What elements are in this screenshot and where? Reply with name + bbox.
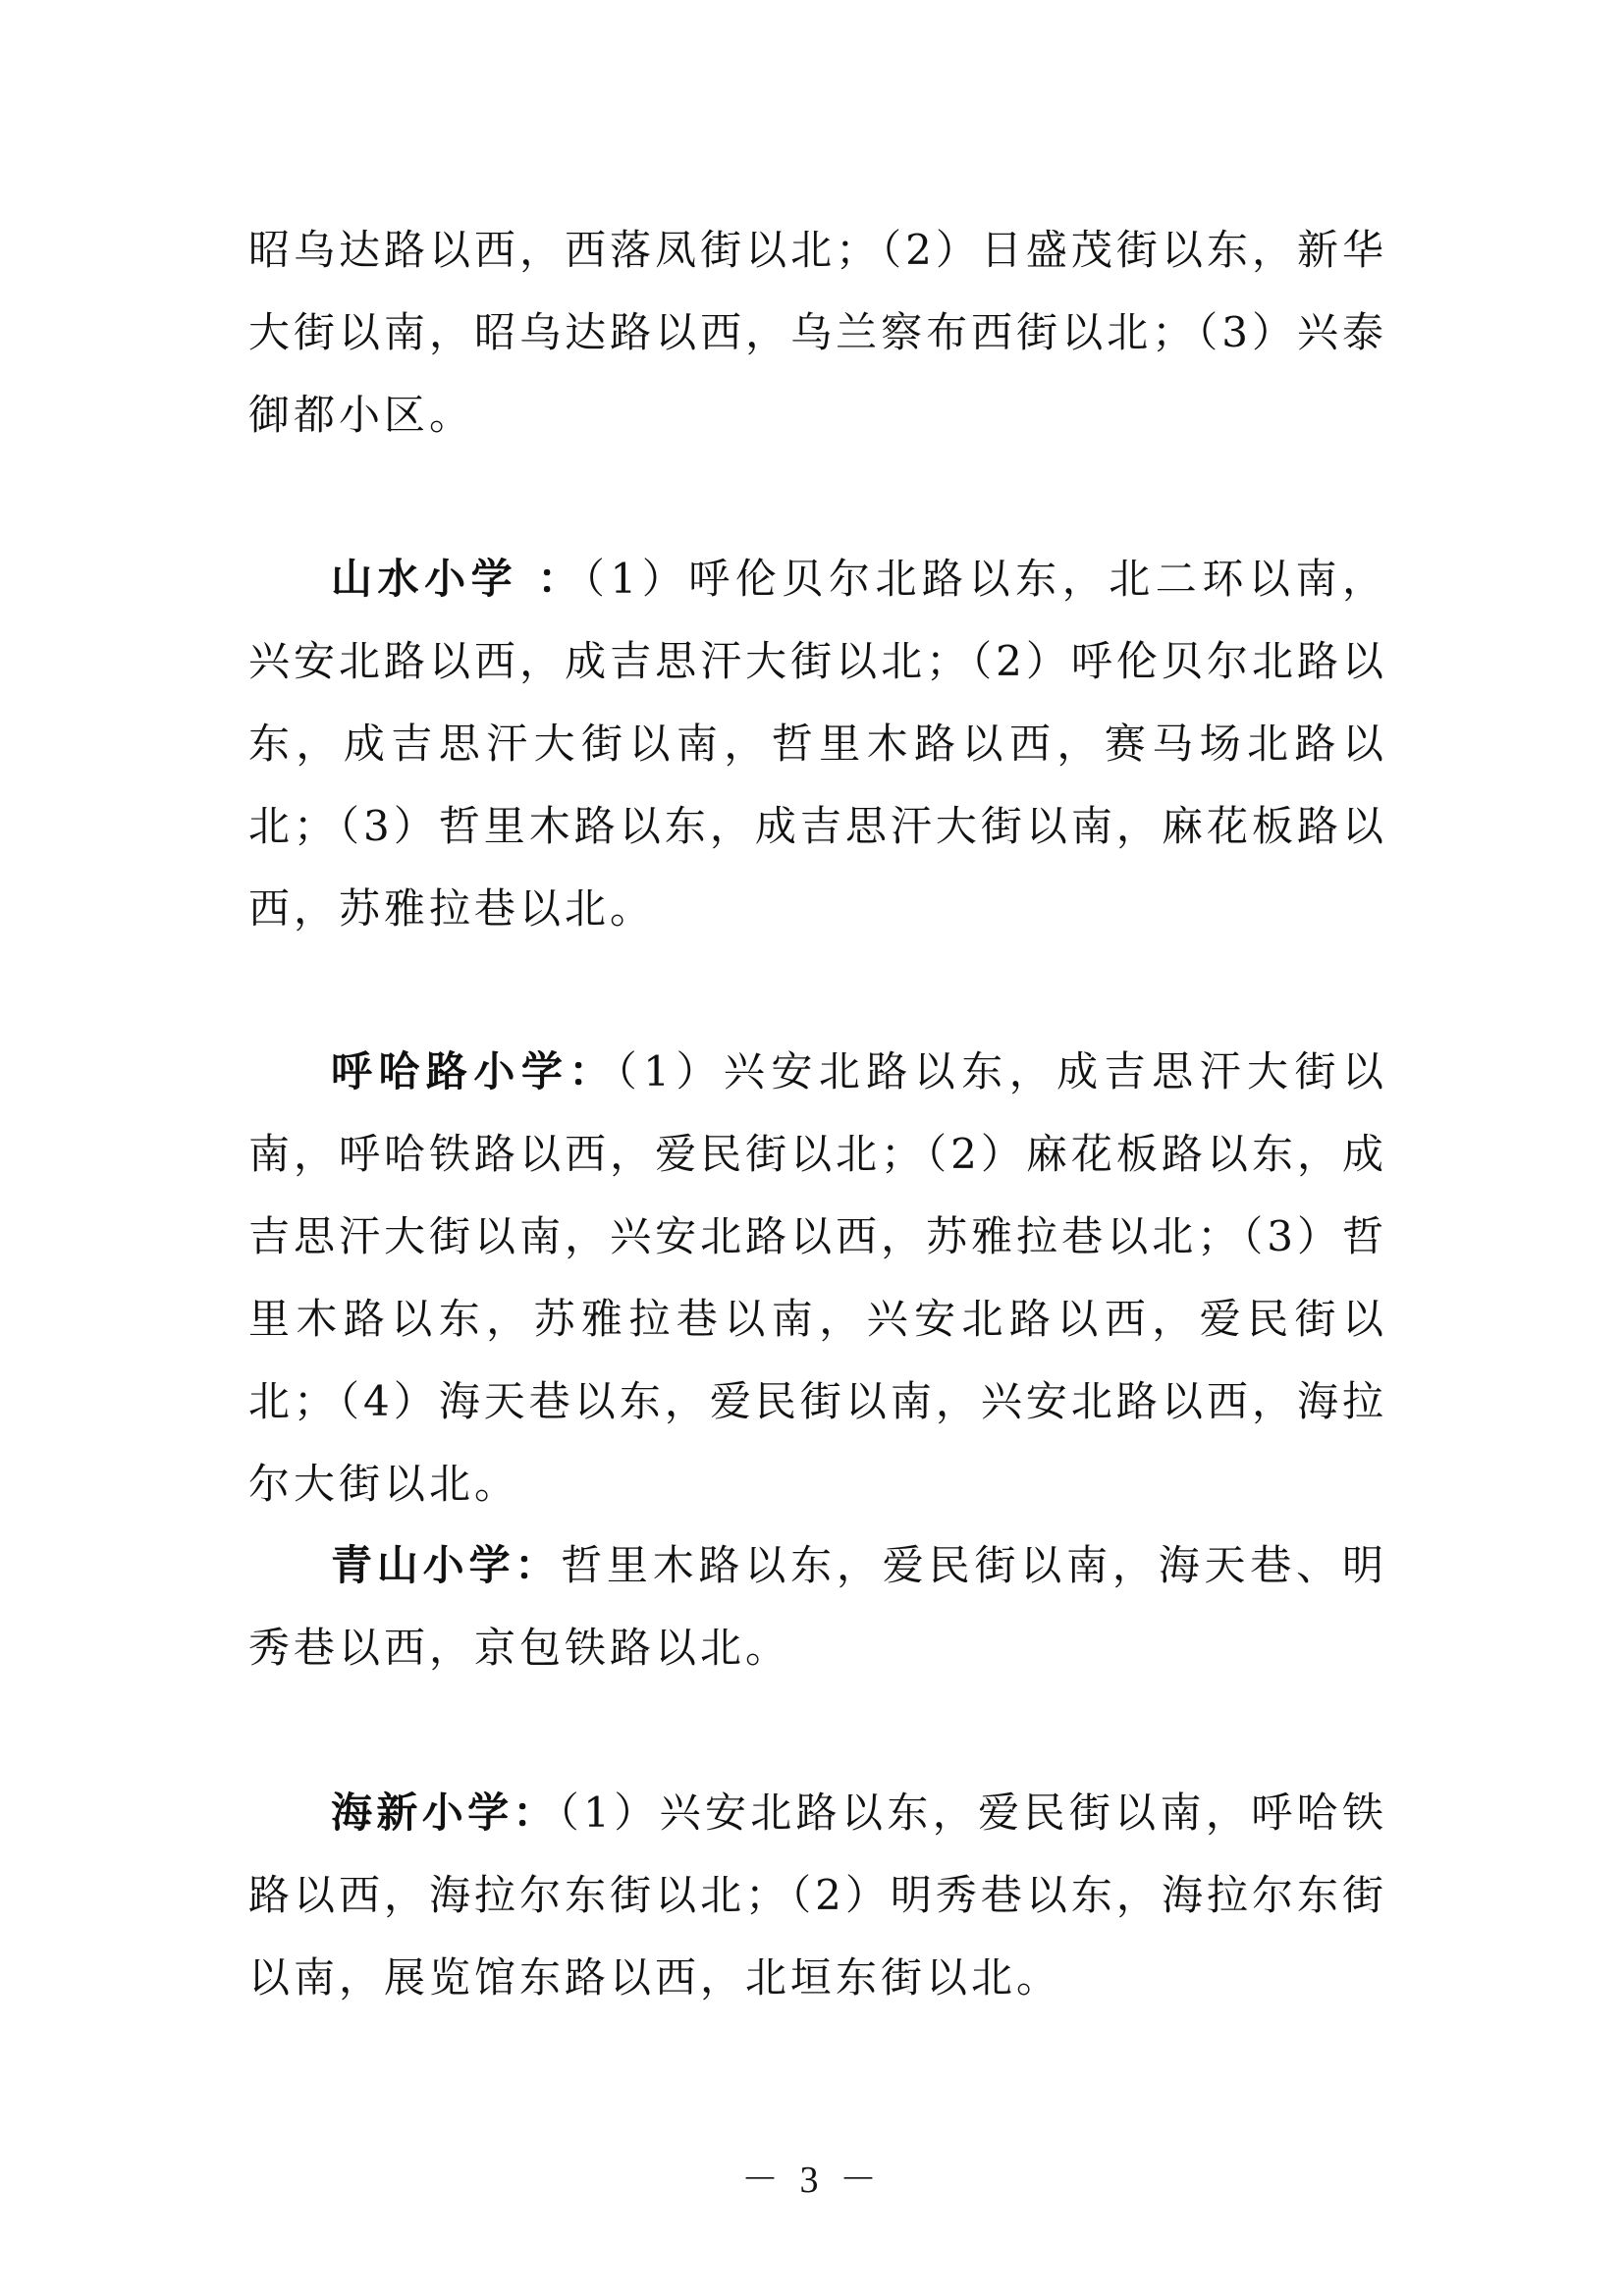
paragraph-qingshan-school bbox=[248, 1524, 1387, 1689]
paragraph-text: （1）兴安北路以东，爱民街以南，呼哈铁路以西，海拉尔东街以北；（2）明秀巷以东，海拉尔东街以南，展览馆东路以西，北垣东街以北。 bbox=[248, 1789, 1387, 2002]
paragraph-text: （1）呼伦贝尔北路以东，北二环以南，兴安北路以西，成吉思汗大街以北；（2）呼伦贝尔北路以东，成吉思汗大街以南，哲里木路以西，赛马场北路以北；（3）哲里木路以东，成吉思汗大街以南，麻花板路以西，苏雅拉巷以北。 bbox=[248, 555, 1387, 933]
paragraph-shanshui-school bbox=[248, 538, 1387, 950]
school-name: 山水小学 ： bbox=[331, 555, 584, 603]
paragraph-continuation bbox=[248, 209, 1387, 456]
paragraph-text: 哲里木路以东，爱民街以南，海天巷、明秀巷以西，京包铁路以北。 bbox=[248, 1541, 1387, 1672]
document-page bbox=[248, 0, 1387, 2296]
paragraph-text: （1）兴安北路以东，成吉思汗大街以南，呼哈铁路以西，爱民街以北；（2）麻花板路以东，成吉思汗大街以南，兴安北路以西，苏雅拉巷以北；（3）哲里木路以东，苏雅拉巷以南，兴安北路以西，爱民街以北；（4）海天巷以东，爱民街以南，兴安北路以西，海拉尔大街以北。 bbox=[248, 1047, 1387, 1508]
school-name: 青山小学： bbox=[331, 1541, 562, 1589]
school-name: 呼哈路小学： bbox=[331, 1047, 617, 1095]
paragraph-huhalu-school bbox=[248, 1031, 1387, 1525]
page-number: － 3 － bbox=[740, 2160, 883, 2201]
paragraph-haixin-school bbox=[248, 1772, 1387, 2019]
school-name: 海新小学： bbox=[331, 1789, 559, 1837]
paragraph-text: 昭乌达路以西，西落凤街以北；（2）日盛茂街以东，新华大街以南，昭乌达路以西，乌兰察布西街以北；（3）兴泰御都小区。 bbox=[248, 226, 1387, 439]
